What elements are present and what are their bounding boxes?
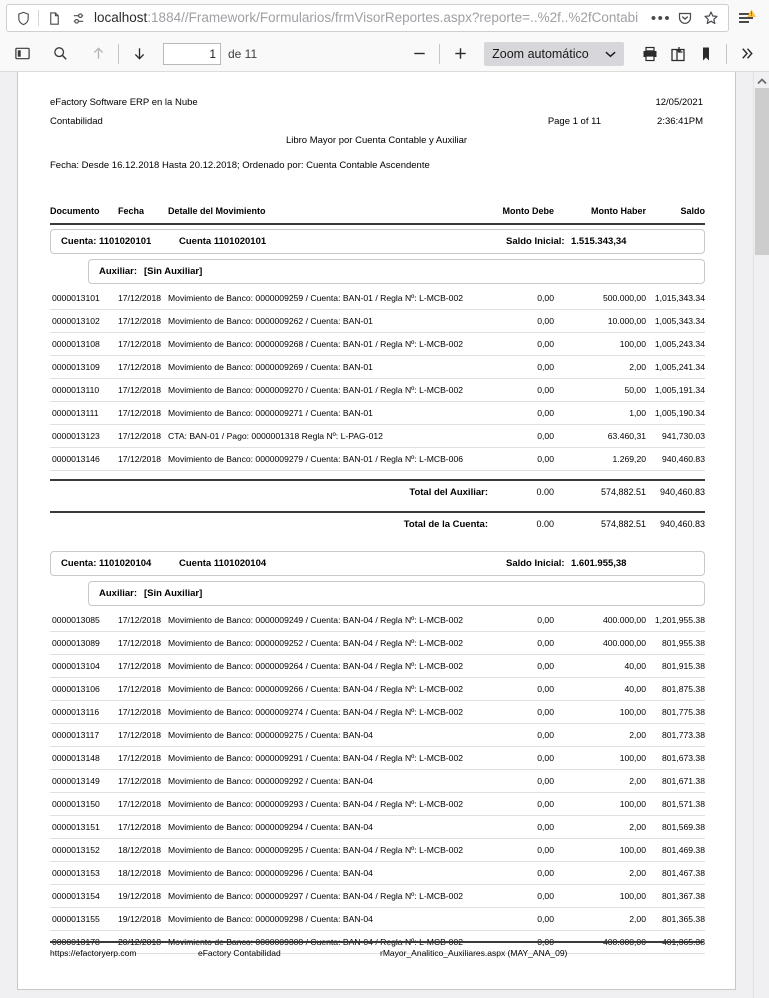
cell-documento: 0000013116	[52, 707, 100, 717]
table-row	[50, 632, 705, 655]
cell-documento: 0000013085	[52, 615, 100, 625]
cell-monto-debe: 0,00	[537, 431, 554, 441]
report-footer	[50, 941, 703, 963]
cell-detalle: Movimiento de Banco: 0000009249 / Cuenta: BAN-04 / Regla Nº: L-MCB-002	[168, 615, 464, 625]
cell-monto-debe: 0,00	[537, 316, 554, 326]
total-cuenta-saldo: 940,460.83	[659, 519, 705, 529]
cell-monto-haber: 100,00	[619, 845, 646, 855]
report-title: Libro Mayor por Cuenta Contable y Auxiliar	[285, 135, 468, 146]
cell-saldo: 401,365.38	[661, 937, 705, 947]
account-name: Cuenta 1101020104	[179, 558, 267, 569]
account-name: Cuenta 1101020101	[179, 236, 267, 247]
browser-chrome	[0, 0, 769, 72]
cell-saldo: 801,915.38	[661, 661, 705, 671]
account-label: Cuenta:	[61, 558, 97, 569]
accounts-container	[50, 229, 705, 954]
total-cuenta-label: Total de la Cuenta:	[403, 519, 488, 530]
section-spacer	[50, 535, 705, 547]
table-row	[50, 425, 705, 448]
column-header-documento: Documento	[50, 206, 100, 216]
account-header-box	[50, 229, 705, 254]
table-row	[50, 908, 705, 931]
report-table	[50, 203, 705, 954]
cell-monto-haber: 100,00	[619, 799, 646, 809]
cell-saldo: 801,875.38	[661, 684, 705, 694]
cell-documento: 0000013111	[52, 408, 99, 418]
total-auxiliar-saldo: 940,460.83	[659, 487, 705, 497]
auxiliar-label: Auxiliar:	[99, 266, 138, 277]
cell-documento: 0000013153	[52, 868, 100, 878]
total-cuenta-row	[50, 511, 705, 535]
cell-fecha: 17/12/2018	[118, 339, 162, 349]
table-row	[50, 448, 705, 471]
cell-detalle: Movimiento de Banco: 0000009296 / Cuenta: BAN-04	[168, 868, 373, 878]
cell-documento: 0000013123	[52, 431, 100, 441]
account-code: 1101020101	[99, 236, 152, 247]
cell-detalle: Movimiento de Banco: 0000009292 / Cuenta: BAN-04	[168, 776, 373, 786]
cell-monto-debe: 0,00	[537, 937, 554, 947]
cell-fecha: 17/12/2018	[118, 362, 162, 372]
cell-documento: 0000013102	[52, 316, 100, 326]
cell-monto-debe: 0,00	[537, 707, 554, 717]
cell-monto-haber: 1,00	[629, 408, 646, 418]
cell-saldo: 1,005,243.34	[654, 339, 705, 349]
chevron-down-icon	[605, 47, 616, 61]
table-row	[50, 885, 705, 908]
ellipsis-icon[interactable]: •••	[650, 9, 672, 27]
table-row	[50, 356, 705, 379]
cell-fecha: 17/12/2018	[118, 454, 162, 464]
cell-saldo: 1,005,241.34	[654, 362, 705, 372]
toolbar-right-group	[636, 40, 761, 68]
cell-detalle: Movimiento de Banco: 0000009274 / Cuenta: BAN-04 / Regla Nº: L-MCB-002	[168, 707, 464, 717]
star-icon[interactable]	[698, 4, 724, 32]
url-host: localhost	[94, 10, 148, 25]
cell-detalle: CTA: BAN-01 / Pago: 0000001318 Regla Nº: L-PAG-012	[168, 431, 383, 441]
report-date: 12/05/2021	[655, 97, 703, 108]
table-row	[50, 310, 705, 333]
cell-monto-debe: 0,00	[537, 684, 554, 694]
cell-fecha: 17/12/2018	[118, 822, 162, 832]
cell-fecha: 17/12/2018	[118, 316, 162, 326]
navigation-bar	[0, 0, 769, 36]
cell-detalle: Movimiento de Banco: 0000009275 / Cuenta: BAN-04	[168, 730, 373, 740]
scroll-up-icon[interactable]	[754, 74, 769, 88]
table-row	[50, 655, 705, 678]
cell-documento: 0000013106	[52, 684, 100, 694]
cell-monto-haber: 100,00	[619, 339, 646, 349]
cell-saldo: 801,773.38	[661, 730, 705, 740]
cell-fecha: 18/12/2018	[118, 845, 162, 855]
footer-module: eFactory Contabilidad	[198, 948, 281, 958]
table-row	[50, 793, 705, 816]
cell-monto-haber: 2,00	[629, 776, 646, 786]
cell-saldo: 941,730.03	[661, 431, 705, 441]
cell-monto-debe: 0,00	[537, 822, 554, 832]
auxiliar-label: Auxiliar:	[99, 588, 138, 599]
cell-monto-debe: 0,00	[537, 891, 554, 901]
cell-monto-haber: 2,00	[629, 914, 646, 924]
total-auxiliar-label: Total del Auxiliar:	[409, 487, 488, 498]
cell-fecha: 17/12/2018	[118, 684, 162, 694]
cell-monto-haber: 50,00	[624, 385, 646, 395]
cell-detalle: Movimiento de Banco: 0000009266 / Cuenta: BAN-04 / Regla Nº: L-MCB-002	[168, 684, 464, 694]
cell-saldo: 801,673.38	[661, 753, 705, 763]
cell-saldo: 1,005,191.34	[654, 385, 705, 395]
cell-documento: 0000013117	[52, 730, 100, 740]
total-auxiliar-haber: 574,882.51	[600, 487, 646, 497]
hamburger-menu-icon[interactable]	[729, 0, 763, 36]
column-header-detalle: Detalle del Movimiento	[168, 206, 266, 216]
cell-detalle: Movimiento de Banco: 0000009294 / Cuenta: BAN-04	[168, 822, 373, 832]
table-row	[50, 724, 705, 747]
cell-saldo: 801,367.38	[661, 891, 705, 901]
cell-documento: 0000013089	[52, 638, 100, 648]
report-filter-line: Fecha: Desde 16.12.2018 Hasta 20.12.2018; Ordenado por: Cuenta Contable Ascendente	[50, 160, 430, 171]
cell-fecha: 17/12/2018	[118, 385, 162, 395]
table-row	[50, 333, 705, 356]
cell-monto-debe: 0,00	[537, 914, 554, 924]
cell-fecha: 17/12/2018	[118, 753, 162, 763]
cell-monto-debe: 0,00	[537, 615, 554, 625]
cell-monto-debe: 0,00	[537, 293, 554, 303]
zoom-out-button[interactable]	[405, 40, 433, 68]
report-company: eFactory Software ERP en la Nube	[50, 97, 198, 108]
bookmark-icon[interactable]	[692, 40, 720, 68]
svg-text:!: !	[750, 11, 753, 18]
cell-monto-haber: 1.269,20	[612, 454, 646, 464]
cell-saldo: 1,201,955.38	[654, 615, 705, 625]
cell-detalle: Movimiento de Banco: 0000009262 / Cuenta: BAN-01	[168, 316, 373, 326]
address-bar[interactable]	[6, 4, 729, 32]
cell-documento: 0000013151	[52, 822, 100, 832]
cell-detalle: Movimiento de Banco: 0000009291 / Cuenta: BAN-04 / Regla Nº: L-MCB-002	[168, 753, 464, 763]
cell-detalle: Movimiento de Banco: 0000009269 / Cuenta: BAN-01	[168, 362, 373, 372]
cell-documento: 0000013178	[52, 937, 100, 947]
cell-detalle: Movimiento de Banco: 0000009295 / Cuenta: BAN-04 / Regla Nº: L-MCB-002	[168, 845, 464, 855]
total-cuenta-haber: 574,882.51	[600, 519, 646, 529]
cell-saldo: 1,015,343.34	[654, 293, 705, 303]
cell-detalle: Movimiento de Banco: 0000009264 / Cuenta: BAN-04 / Regla Nº: L-MCB-002	[168, 661, 464, 671]
cell-monto-debe: 0,00	[537, 845, 554, 855]
auxiliar-value: [Sin Auxiliar]	[144, 588, 203, 599]
cell-monto-debe: 0,00	[537, 661, 554, 671]
cell-saldo: 801,571.38	[661, 799, 705, 809]
cell-fecha: 19/12/2018	[118, 914, 162, 924]
cell-saldo: 801,365.38	[661, 914, 705, 924]
report-header	[50, 94, 703, 156]
cell-detalle: Movimiento de Banco: 0000009252 / Cuenta: BAN-04 / Regla Nº: L-MCB-002	[168, 638, 464, 648]
cell-monto-haber: 10.000,00	[607, 316, 646, 326]
cell-fecha: 17/12/2018	[118, 730, 162, 740]
cell-fecha: 17/12/2018	[118, 431, 162, 441]
cell-fecha: 17/12/2018	[118, 799, 162, 809]
auxiliar-header-box	[88, 259, 705, 284]
cell-fecha: 17/12/2018	[118, 707, 162, 717]
cell-saldo: 1,005,190.34	[654, 408, 705, 418]
pdf-viewer-area	[0, 72, 769, 998]
cell-monto-debe: 0,00	[537, 362, 554, 372]
cell-detalle: Movimiento de Banco: 0000009268 / Cuenta: BAN-01 / Regla Nº: L-MCB-002	[168, 339, 464, 349]
table-row	[50, 701, 705, 724]
permissions-icon[interactable]	[66, 6, 90, 30]
cell-fecha: 17/12/2018	[118, 615, 162, 625]
cell-documento: 0000013101	[52, 293, 100, 303]
cell-monto-haber: 400.000,00	[602, 615, 646, 625]
cell-documento: 0000013152	[52, 845, 100, 855]
cell-documento: 0000013154	[52, 891, 100, 901]
cell-monto-haber: 100,00	[619, 891, 646, 901]
cell-documento: 0000013108	[52, 339, 100, 349]
saldo-inicial-value: 1.601.955,38	[571, 558, 627, 569]
cell-monto-haber: 63.460,31	[607, 431, 646, 441]
table-row	[50, 816, 705, 839]
zoom-level-label: Zoom automático	[492, 46, 589, 61]
cell-fecha: 17/12/2018	[118, 776, 162, 786]
table-column-headers	[50, 203, 705, 225]
scrollbar-thumb[interactable]	[755, 88, 769, 255]
cell-monto-haber: 500.000,00	[602, 293, 646, 303]
cell-monto-debe: 0,00	[537, 408, 554, 418]
cell-documento: 0000013110	[52, 385, 100, 395]
cell-documento: 0000013104	[52, 661, 100, 671]
page-number-input[interactable]	[163, 43, 221, 65]
cell-monto-haber: 2,00	[629, 730, 646, 740]
column-header-monto-haber: Monto Haber	[591, 206, 646, 216]
double-chevron-right-icon[interactable]	[733, 40, 761, 68]
cell-monto-debe: 0,00	[537, 799, 554, 809]
cell-detalle: Movimiento de Banco: 0000009279 / Cuenta: BAN-01 / Regla Nº: L-MCB-006	[168, 454, 464, 464]
cell-monto-haber: 2,00	[629, 868, 646, 878]
cell-saldo: 940,460.83	[661, 454, 705, 464]
cell-documento: 0000013148	[52, 753, 100, 763]
cell-monto-debe: 0,00	[537, 730, 554, 740]
cell-saldo: 801,467.38	[661, 868, 705, 878]
table-row	[50, 839, 705, 862]
cell-detalle: Movimiento de Banco: 0000009297 / Cuenta: BAN-04 / Regla Nº: L-MCB-002	[168, 891, 464, 901]
footer-site: https://efactoryerp.com	[50, 948, 137, 958]
table-row	[50, 678, 705, 701]
cell-fecha: 17/12/2018	[118, 408, 162, 418]
page-icon	[42, 6, 66, 30]
auxiliar-header-box	[88, 581, 705, 606]
table-row	[50, 379, 705, 402]
report-time: 2:36:41PM	[657, 116, 703, 127]
cell-monto-haber: 40,00	[624, 684, 646, 694]
cell-detalle: Movimiento de Banco: 0000009298 / Cuenta: BAN-04	[168, 914, 373, 924]
cell-saldo: 801,671.38	[661, 776, 705, 786]
table-row	[50, 770, 705, 793]
cell-monto-haber: 100,00	[619, 707, 646, 717]
cell-documento: 0000013146	[52, 454, 100, 464]
cell-monto-debe: 0,00	[537, 454, 554, 464]
column-header-saldo: Saldo	[680, 206, 705, 216]
cell-saldo: 801,955.38	[661, 638, 705, 648]
arrow-down-icon[interactable]	[125, 40, 153, 68]
table-row	[50, 402, 705, 425]
table-row	[50, 609, 705, 632]
vertical-scrollbar[interactable]	[753, 72, 769, 998]
cell-monto-debe: 0,00	[537, 385, 554, 395]
saldo-inicial-label: Saldo Inicial:	[506, 558, 565, 569]
column-header-monto-debe: Monto Debe	[502, 206, 554, 216]
saldo-inicial-value: 1.515.343,34	[571, 236, 627, 247]
account-label: Cuenta:	[61, 236, 97, 247]
table-row	[50, 287, 705, 310]
cell-detalle: Movimiento de Banco: 0000009271 / Cuenta: BAN-01	[168, 408, 373, 418]
table-row	[50, 862, 705, 885]
zoom-in-button[interactable]	[446, 40, 474, 68]
cell-fecha: 18/12/2018	[118, 868, 162, 878]
cell-monto-debe: 0,00	[537, 753, 554, 763]
zoom-level-select[interactable]	[484, 42, 624, 66]
shield-icon[interactable]	[11, 6, 35, 30]
cell-documento: 0000013155	[52, 914, 100, 924]
cell-fecha: 19/12/2018	[118, 891, 162, 901]
cell-monto-debe: 0,00	[537, 776, 554, 786]
cell-saldo: 1,005,343.34	[654, 316, 705, 326]
cell-fecha: 17/12/2018	[118, 638, 162, 648]
total-auxiliar-debe: 0.00	[536, 487, 554, 497]
footer-file: rMayor_Analitico_Auxiliares.aspx (MAY_ANA_09)	[380, 948, 568, 958]
cell-monto-haber: 2,00	[629, 822, 646, 832]
auxiliar-value: [Sin Auxiliar]	[144, 266, 203, 277]
cell-monto-debe: 0,00	[537, 868, 554, 878]
arrow-up-icon[interactable]	[84, 40, 112, 68]
cell-monto-debe: 0,00	[537, 339, 554, 349]
cell-fecha: 17/12/2018	[118, 661, 162, 671]
cell-monto-debe: 0,00	[537, 638, 554, 648]
cell-saldo: 801,569.38	[661, 822, 705, 832]
address-bar-divider	[38, 10, 39, 26]
report-page-of: Page 1 of 11	[547, 116, 601, 127]
report-module: Contabilidad	[50, 116, 103, 127]
cell-detalle: Movimiento de Banco: 0000009308 / Cuenta: BAN-04 / Regla Nº: L-MCB-002	[168, 937, 464, 947]
table-row	[50, 747, 705, 770]
total-auxiliar-row	[50, 479, 705, 503]
page-total-label: de 11	[228, 46, 258, 61]
url-text[interactable]	[90, 5, 650, 31]
cell-fecha: 17/12/2018	[118, 293, 162, 303]
cell-monto-haber: 400.000,00	[602, 937, 646, 947]
cell-detalle: Movimiento de Banco: 0000009270 / Cuenta: BAN-01 / Regla Nº: L-MCB-002	[168, 385, 464, 395]
search-icon[interactable]	[46, 40, 74, 68]
cell-fecha: 20/12/2018	[118, 937, 162, 947]
saldo-inicial-label: Saldo Inicial:	[506, 236, 565, 247]
account-code: 1101020104	[99, 558, 152, 569]
cell-monto-haber: 100,00	[619, 753, 646, 763]
cell-detalle: Movimiento de Banco: 0000009293 / Cuenta: BAN-04 / Regla Nº: L-MCB-002	[168, 799, 464, 809]
pocket-icon[interactable]	[672, 4, 698, 32]
sidebar-toggle-icon[interactable]	[8, 40, 36, 68]
cell-monto-haber: 400.000,00	[602, 638, 646, 648]
account-header-box	[50, 551, 705, 576]
cell-monto-haber: 40,00	[624, 661, 646, 671]
cell-documento: 0000013150	[52, 799, 100, 809]
cell-documento: 0000013109	[52, 362, 100, 372]
column-header-fecha: Fecha	[118, 206, 145, 216]
cell-saldo: 801,775.38	[661, 707, 705, 717]
cell-saldo: 801,469.38	[661, 845, 705, 855]
pdf-viewer-toolbar	[0, 36, 769, 72]
url-path: :1884//Framework/Formularios/frmVisorReportes.aspx?reporte=..%2f..%2fContabi	[147, 10, 639, 25]
cell-documento: 0000013149	[52, 776, 100, 786]
download-icon[interactable]	[664, 40, 692, 68]
print-icon[interactable]	[636, 40, 664, 68]
cell-monto-haber: 2,00	[629, 362, 646, 372]
pdf-page	[17, 72, 736, 990]
cell-detalle: Movimiento de Banco: 0000009259 / Cuenta: BAN-01 / Regla Nº: L-MCB-002	[168, 293, 464, 303]
total-cuenta-debe: 0.00	[536, 519, 554, 529]
